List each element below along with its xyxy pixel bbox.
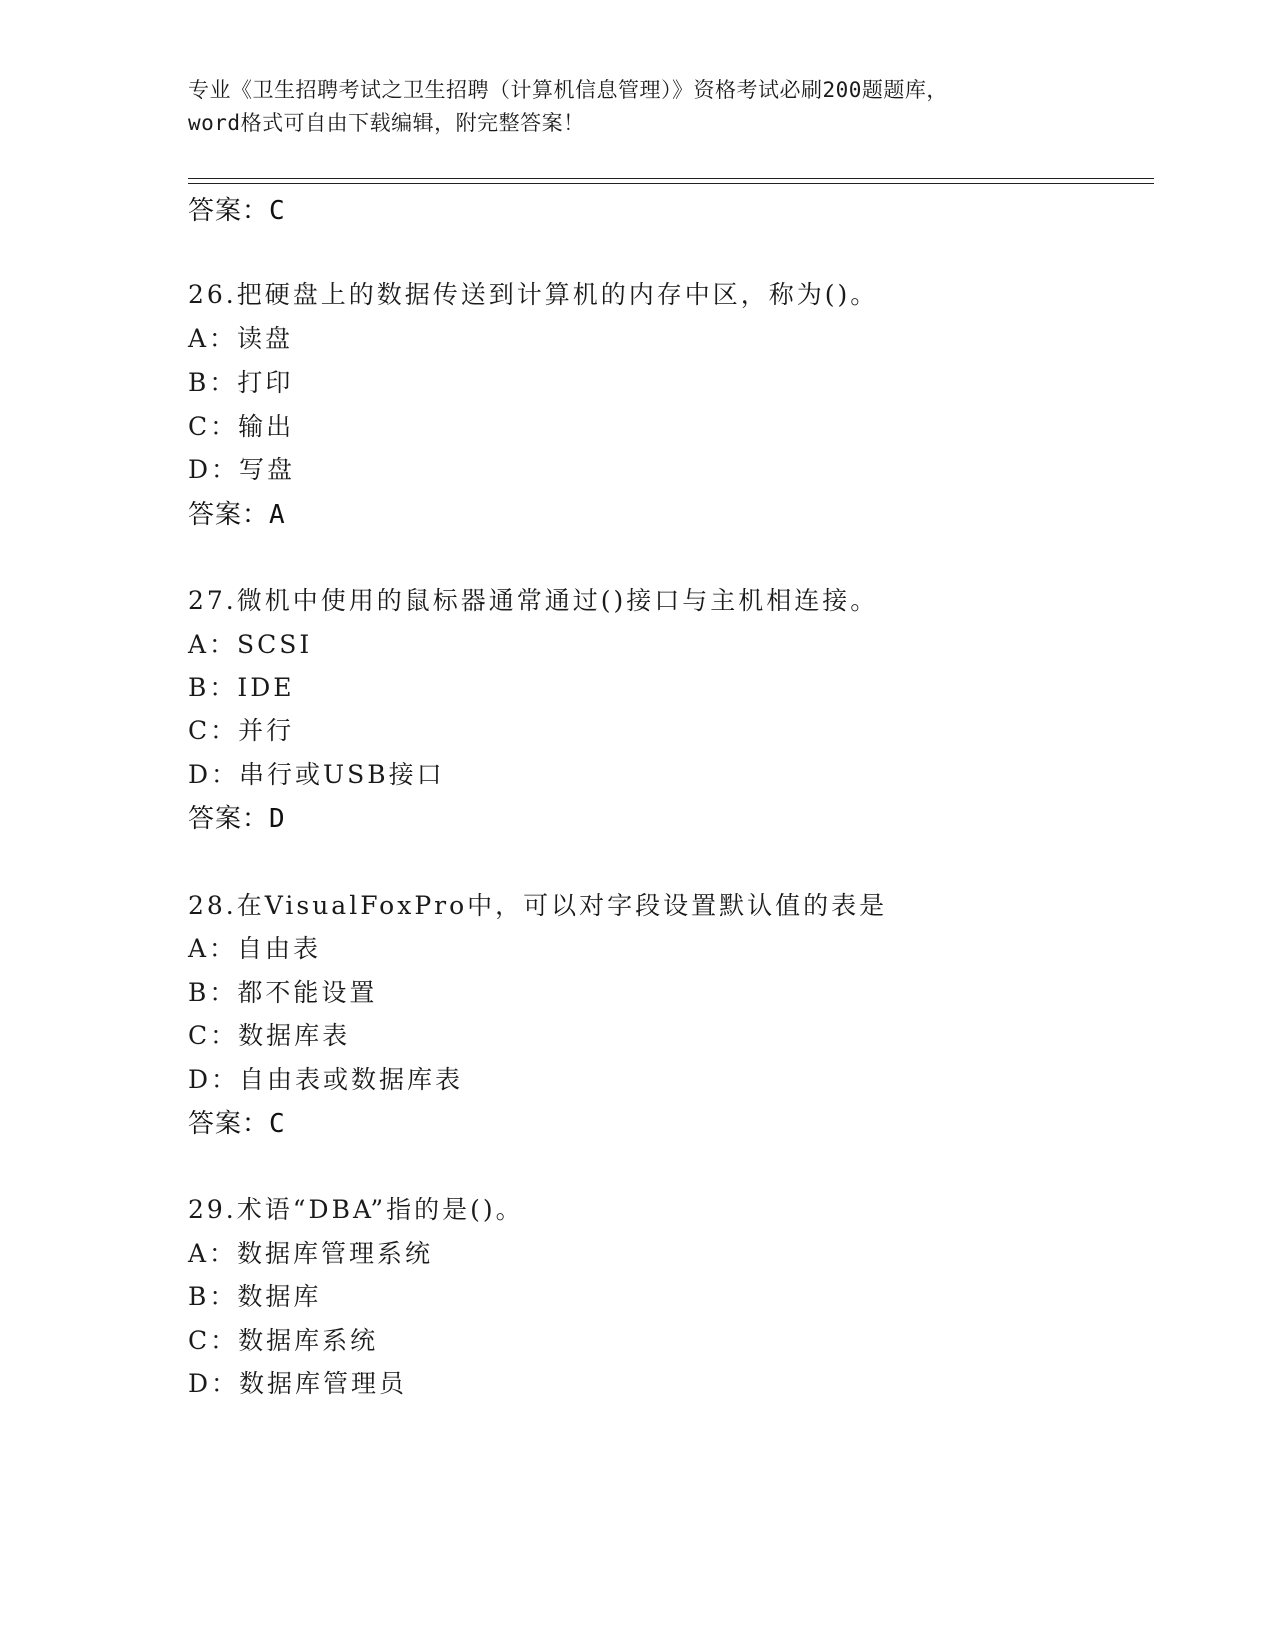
answer-line (188, 494, 286, 531)
question-stem: 29.术语“DBA”指的是()。 (188, 1195, 524, 1224)
option-c: C：输出 (188, 412, 295, 441)
question-stem: 27.微机中使用的鼠标器通常通过()接口与主机相连接。 (188, 586, 879, 615)
answer-label: 答案： (188, 1109, 270, 1139)
option-d: D：数据库管理员 (188, 1369, 408, 1398)
option-a: A：SCSI (188, 630, 313, 659)
header-title-line-2: word格式可自由下载编辑，附完整答案！ (188, 111, 585, 135)
answer-label: 答案： (188, 804, 270, 834)
answer-line (188, 1103, 286, 1140)
option-a: A：数据库管理系统 (188, 1239, 434, 1268)
answer-label: 答案： (188, 500, 270, 530)
option-c: C：数据库表 (188, 1021, 351, 1050)
document-header (188, 74, 1148, 140)
answer-line (188, 798, 286, 835)
option-b: B：IDE (188, 673, 295, 702)
option-a: A：自由表 (188, 934, 322, 963)
option-c: C：数据库系统 (188, 1326, 379, 1355)
option-a: A：读盘 (188, 324, 294, 353)
header-title-line-1: 专业《卫生招聘考试之卫生招聘（计算机信息管理）》资格考试必刷200题题库， (188, 78, 948, 102)
option-c: C：并行 (188, 716, 295, 745)
answer-value: C (269, 196, 286, 226)
question-stem: 28.在VisualFoxPro中，可以对字段设置默认值的表是 (188, 891, 888, 920)
option-d: D：写盘 (188, 455, 296, 484)
answer-value: C (269, 1109, 286, 1139)
answer-line (188, 190, 286, 227)
header-divider-top (188, 178, 1154, 179)
answer-value: A (269, 500, 286, 530)
header-divider-bottom (188, 183, 1154, 184)
option-d: D：自由表或数据库表 (188, 1065, 464, 1094)
answer-label: 答案： (188, 196, 270, 226)
option-b: B：打印 (188, 368, 294, 397)
question-stem: 26.把硬盘上的数据传送到计算机的内存中区，称为()。 (188, 280, 879, 309)
answer-value: D (269, 804, 286, 834)
option-b: B：数据库 (188, 1282, 322, 1311)
option-b: B：都不能设置 (188, 978, 378, 1007)
option-d: D：串行或USB接口 (188, 760, 445, 789)
